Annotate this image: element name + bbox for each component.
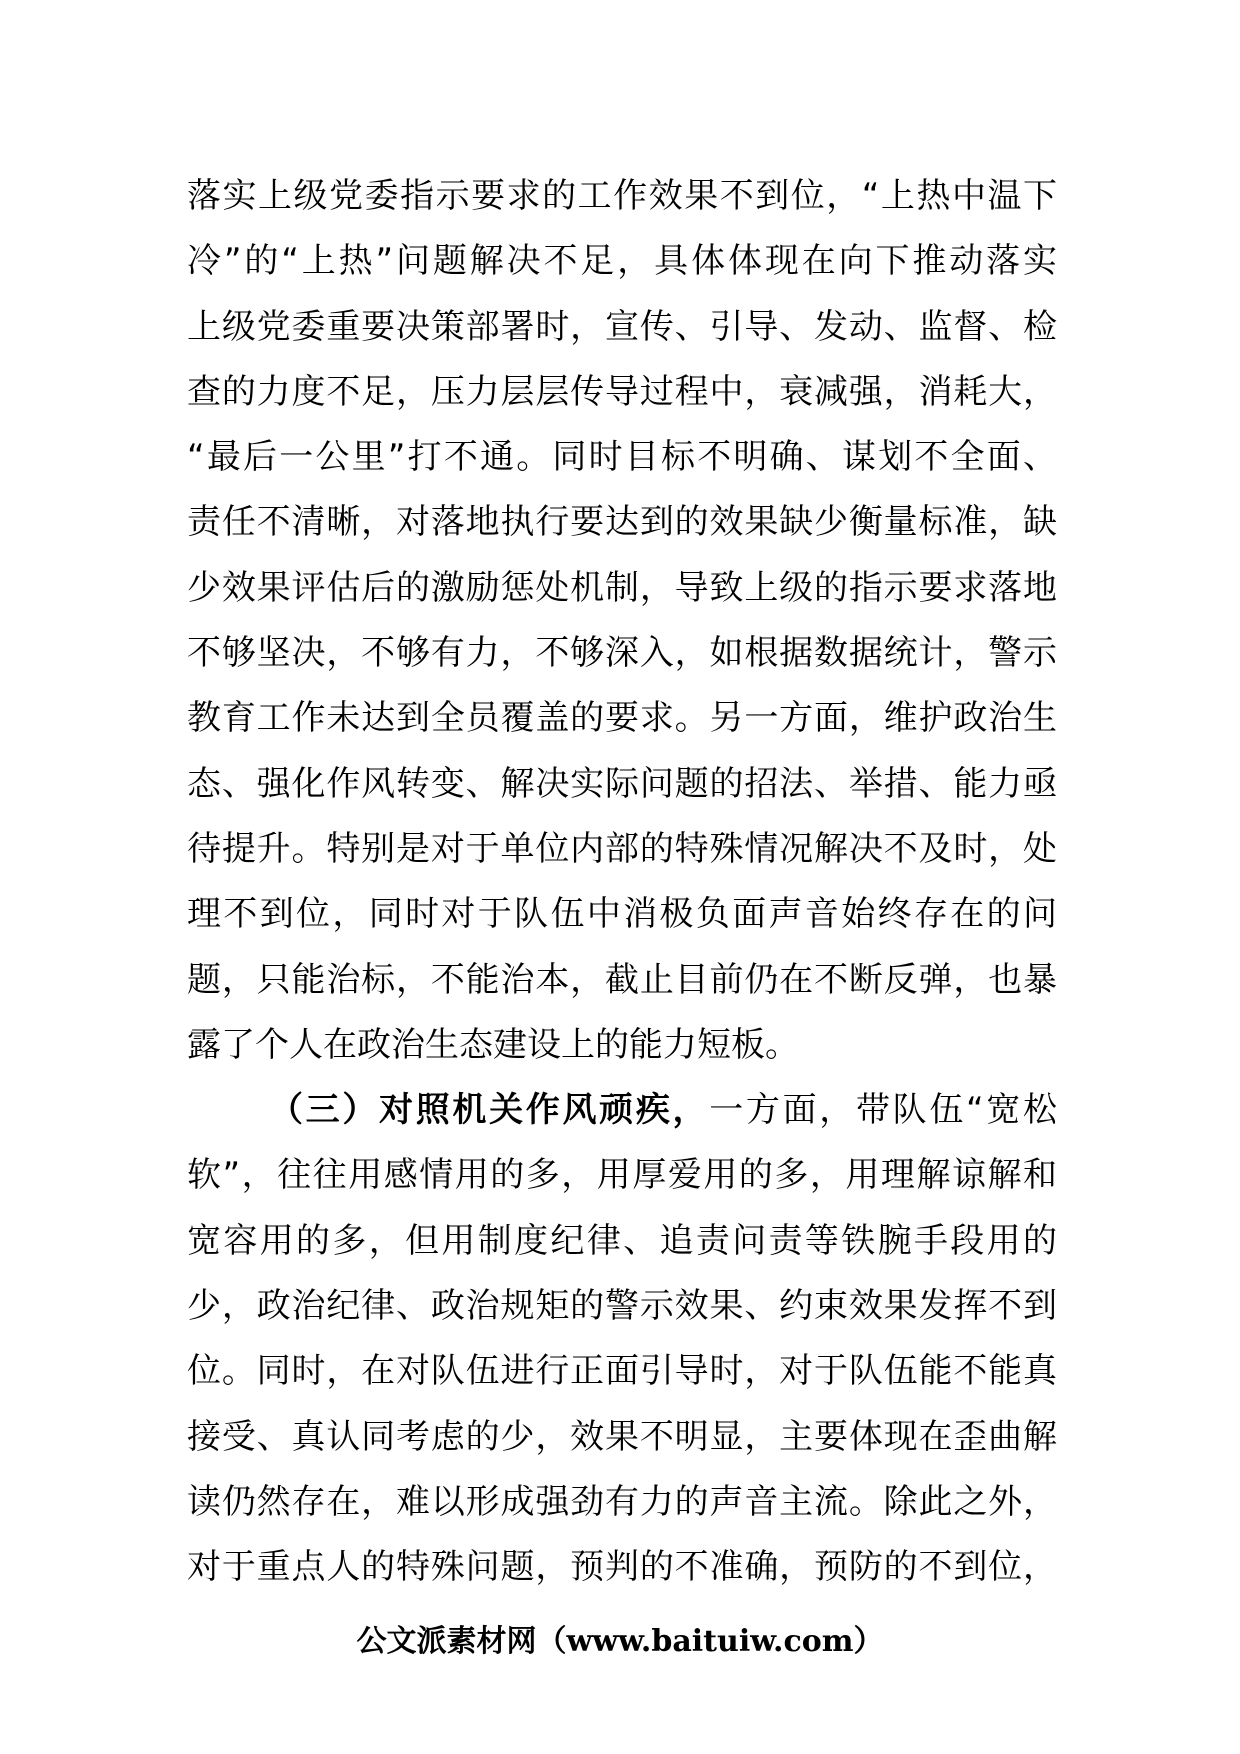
paragraph-line: 接受、真认同考虑的少，效果不明显，主要体现在歪曲解 xyxy=(187,1416,1057,1457)
paragraph-text: 一方面，带队伍“宽松 xyxy=(709,1090,1057,1131)
document-body xyxy=(187,164,1057,1601)
paragraph-line: 题，只能治标，不能治本，截止目前仍在不断反弹，也暴 xyxy=(187,959,1057,1000)
paragraph-first-line xyxy=(187,1078,1057,1143)
paragraph-line: 位。同时，在对队伍进行正面引导时，对于队伍能不能真 xyxy=(187,1351,1057,1392)
paragraph-line: 宽容用的多，但用制度纪律、追责问责等铁腕手段用的 xyxy=(187,1220,1057,1261)
paragraph-line: 冷”的“上热”问题解决不足，具体体现在向下推动落实 xyxy=(187,241,1057,282)
paragraph-1 xyxy=(187,164,1057,1078)
section-heading: （三）对照机关作风顽疾， xyxy=(269,1090,710,1131)
paragraph-line: 少，政治纪律、政治规矩的警示效果、约束效果发挥不到 xyxy=(187,1286,1057,1327)
paragraph-line: 教育工作未达到全员覆盖的要求。另一方面，维护政治生 xyxy=(187,698,1057,739)
paragraph-line: “最后一公里”打不通。同时目标不明确、谋划不全面、 xyxy=(187,437,1057,478)
paragraph-line: 对于重点人的特殊问题，预判的不准确，预防的不到位， xyxy=(187,1547,1057,1588)
paragraph-line: 责任不清晰，对落地执行要达到的效果缺少衡量标准，缺 xyxy=(187,502,1057,543)
paragraph-last-line: 露了个人在政治生态建设上的能力短板。 xyxy=(187,1024,799,1065)
paragraph-line: 态、强化作风转变、解决实际问题的招法、举措、能力亟 xyxy=(187,763,1057,804)
paragraph-line: 查的力度不足，压力层层传导过程中，衰减强，消耗大， xyxy=(187,371,1057,412)
page-footer-source: 公文派素材网（www.baituiw.com） xyxy=(356,1624,884,1659)
paragraph-line: 上级党委重要决策部署时，宣传、引导、发动、监督、检 xyxy=(187,306,1057,347)
paragraph-2 xyxy=(187,1078,1057,1600)
paragraph-line: 落实上级党委指示要求的工作效果不到位，“上热中温下 xyxy=(187,176,1057,216)
paragraph-line: 软”，往往用感情用的多，用厚爱用的多，用理解谅解和 xyxy=(187,1155,1057,1196)
paragraph-line: 理不到位，同时对于队伍中消极负面声音始终存在的问 xyxy=(187,894,1057,935)
paragraph-line: 待提升。特别是对于单位内部的特殊情况解决不及时，处 xyxy=(187,828,1057,869)
paragraph-line: 少效果评估后的激励惩处机制，导致上级的指示要求落地 xyxy=(187,567,1057,608)
paragraph-line: 不够坚决，不够有力，不够深入，如根据数据统计，警示 xyxy=(187,633,1057,674)
paragraph-line: 读仍然存在，难以形成强劲有力的声音主流。除此之外， xyxy=(187,1481,1057,1522)
